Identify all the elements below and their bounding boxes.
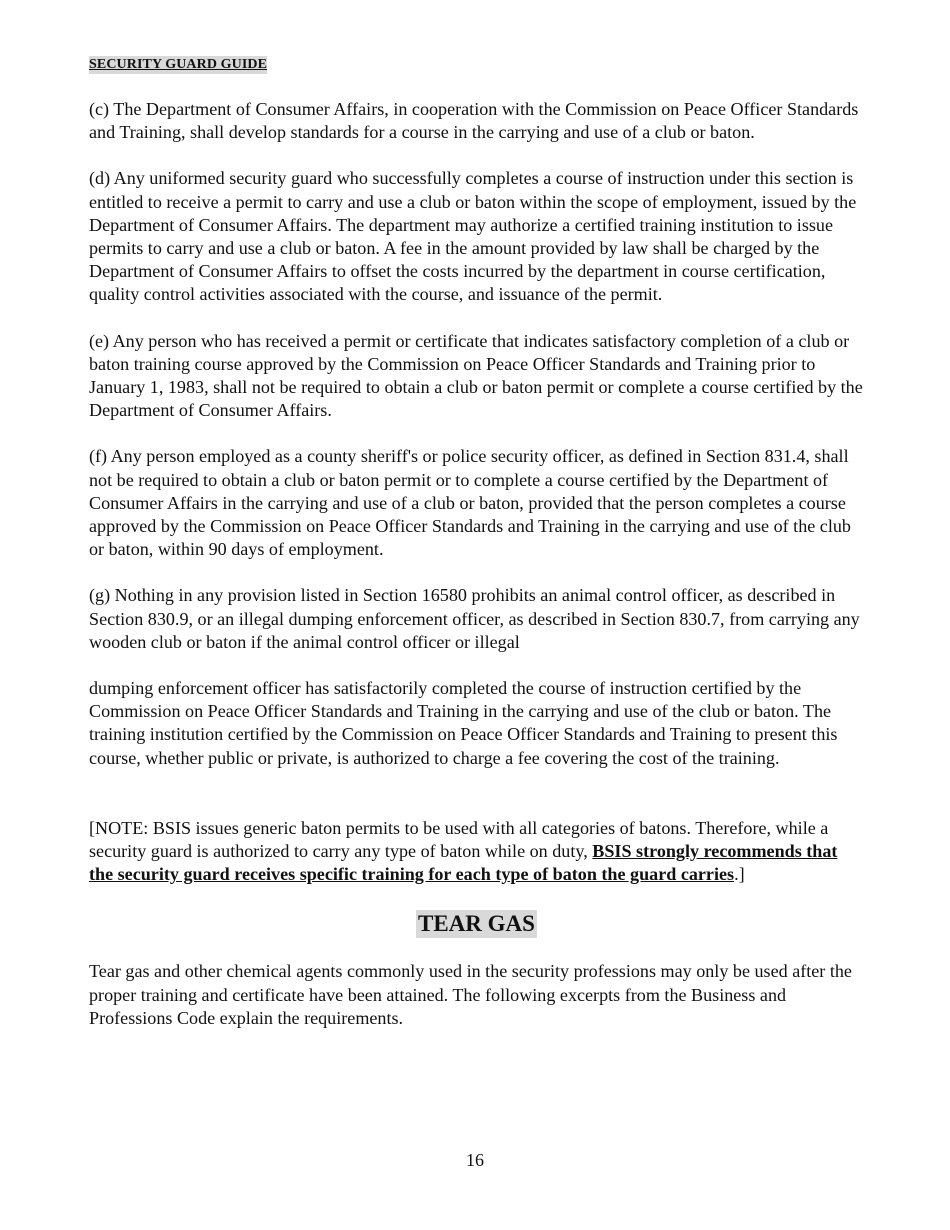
- page-number: 16: [466, 1150, 484, 1170]
- running-header: SECURITY GUARD GUIDE: [89, 57, 268, 72]
- section-heading-tear-gas: TEAR GAS: [418, 911, 535, 937]
- note-lead: [NOTE: BSIS issues generic baton permits to be used with all categories of batons. Therefore, while a security guard is authorized to carry any type of baton while on duty,: [89, 817, 829, 862]
- tear-gas-intro: Tear gas and other chemical agents commonly used in the security professions may only be used after the proper training and certificate have been attained. The following excerpts from the Business and Professions Code explain the requirements.: [89, 961, 852, 1028]
- paragraph-c: (c) The Department of Consumer Affairs, in cooperation with the Commission on Peace Officer Standards and Training, shall develop standards for a course in the carrying and use of a club or baton.: [89, 99, 859, 143]
- note-tail: .]: [734, 864, 745, 885]
- paragraph-f: (f) Any person employed as a county sheriff's or police security officer, as defined in Section 831.4, shall not be required to obtain a club or baton permit or to complete a course certified by the Department of Consumer Affairs in the carrying and use of a club or baton, provided that the person completes a course approved by the Commission on Peace Officer Standards and Training in the carrying and use of the club or baton, within 90 days of employment.: [89, 446, 851, 560]
- note-recommendation: BSIS strongly recommends that the security guard receives specific training for each type of baton the guard carries: [89, 841, 838, 885]
- baton-note: [89, 817, 864, 887]
- paragraph-e: (e) Any person who has received a permit or certificate that indicates satisfactory completion of a club or baton training course approved by the Commission on Peace Officer Standards and Training prior to January 1, 1983, shall not be required to obtain a club or baton permit or complete a course certified by the Department of Consumer Affairs.: [89, 330, 863, 421]
- paragraph-g: (g) Nothing in any provision listed in Section 16580 prohibits an animal control officer, as described in Section 830.9, or an illegal dumping enforcement officer, as described in Section 830.7, from carrying any wooden club or baton if the animal control officer or illegal: [89, 585, 860, 652]
- section-heading-wrap: [89, 910, 864, 938]
- paragraph-d: (d) Any uniformed security guard who successfully completes a course of instruction under this section is entitled to receive a permit to carry and use a club or baton within the scope of employment, issued by the Department of Consumer Affairs. The department may authorize a certified training institution to issue permits to carry and use a club or baton. A fee in the amount provided by law shall be charged by the Department of Consumer Affairs to offset the costs incurred by the department in course certification, quality control activities associated with the course, and issuance of the permit.: [89, 168, 857, 305]
- paragraph-g-continued: dumping enforcement officer has satisfactorily completed the course of instruction certified by the Commission on Peace Officer Standards and Training in the carrying and use of the club or baton. The training institution certified by the Commission on Peace Officer Standards and Training to present this course, whether public or private, is authorized to charge a fee covering the cost of the training.: [89, 678, 838, 768]
